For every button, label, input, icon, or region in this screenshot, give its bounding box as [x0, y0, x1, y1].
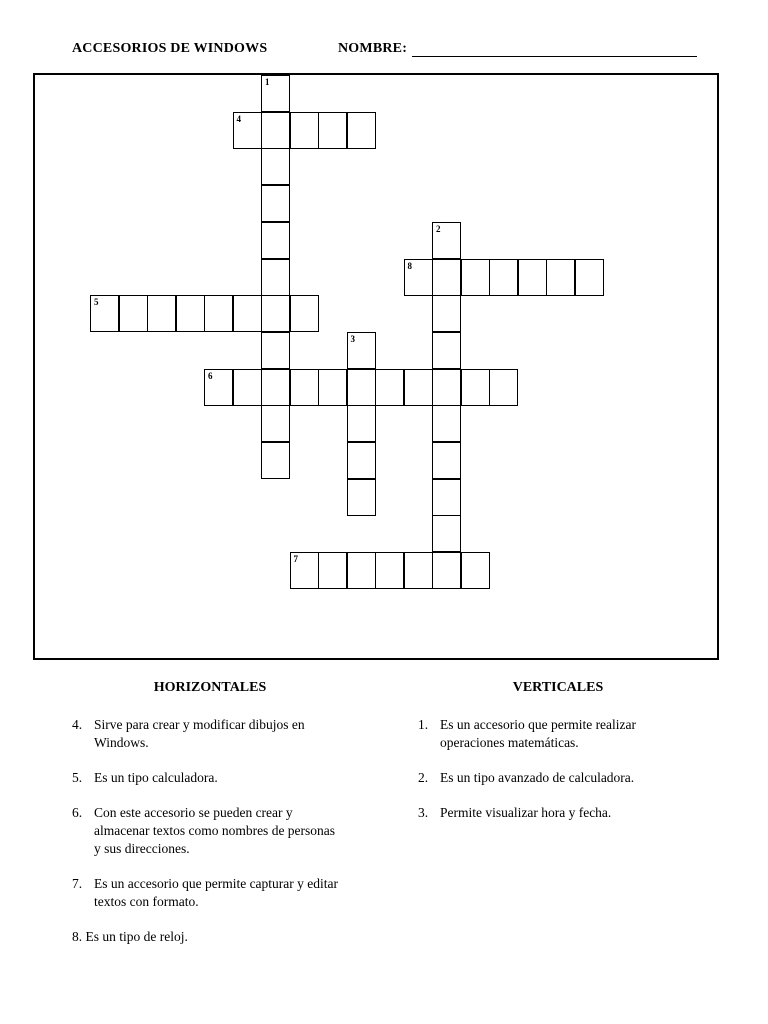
crossword-cell[interactable]	[261, 112, 290, 149]
clue-number-label: 6	[208, 370, 213, 381]
clue-number-label: 7	[293, 554, 298, 565]
crossword-cell[interactable]	[575, 259, 604, 296]
worksheet-title: ACCESORIOS DE WINDOWS	[72, 41, 268, 56]
clue-text: 8. Es un tipo de reloj.	[72, 929, 188, 944]
clue-h-7	[72, 875, 342, 911]
horizontales-heading: HORIZONTALES	[153, 680, 267, 695]
crossword-cell[interactable]	[261, 369, 290, 406]
crossword-cell[interactable]	[546, 259, 575, 296]
crossword-frame	[33, 73, 719, 660]
vertical-clues-list	[418, 716, 688, 839]
crossword-cell[interactable]	[261, 222, 290, 259]
crossword-cell[interactable]	[261, 295, 290, 332]
clue-number-label: 3	[350, 333, 355, 344]
crossword-cell[interactable]	[432, 479, 461, 516]
crossword-cell[interactable]	[461, 259, 490, 296]
clue-text: Es un tipo avanzado de calculadora.	[440, 770, 635, 785]
crossword-cell[interactable]	[375, 369, 404, 406]
crossword-cell[interactable]	[90, 295, 119, 332]
crossword-cell[interactable]	[176, 295, 205, 332]
clue-number: 7.	[72, 876, 83, 891]
clue-h-8	[72, 928, 342, 946]
crossword-cell[interactable]	[489, 259, 518, 296]
clue-number: 5.	[72, 770, 83, 785]
clue-number-label: 8	[407, 260, 412, 271]
crossword-cell[interactable]	[347, 369, 376, 406]
crossword-cell[interactable]	[347, 332, 376, 369]
crossword-cell[interactable]	[119, 295, 148, 332]
clue-h-6	[72, 804, 342, 858]
crossword-cell[interactable]	[518, 259, 547, 296]
crossword-cell[interactable]	[261, 332, 290, 369]
crossword-cell[interactable]	[432, 369, 461, 406]
clue-number: 4.	[72, 717, 83, 732]
crossword-cell[interactable]	[233, 295, 262, 332]
crossword-cell[interactable]	[290, 369, 319, 406]
clue-number-label: 2	[436, 223, 441, 234]
crossword-cell[interactable]	[347, 552, 376, 589]
crossword-cell[interactable]	[432, 515, 461, 552]
crossword-cell[interactable]	[432, 332, 461, 369]
name-blank-line[interactable]	[412, 56, 697, 57]
clue-number-label: 5	[94, 297, 99, 308]
crossword-cell[interactable]	[432, 552, 461, 589]
crossword-cell[interactable]	[290, 112, 319, 149]
crossword-cell[interactable]	[318, 112, 347, 149]
clue-text: Es un accesorio que permite realizar operaciones matemáticas.	[440, 717, 637, 750]
crossword-cell[interactable]	[432, 222, 461, 259]
crossword-cell[interactable]	[290, 295, 319, 332]
crossword-cell[interactable]	[290, 552, 319, 589]
clue-text: Es un tipo calculadora.	[94, 770, 218, 785]
name-label: NOMBRE:	[338, 41, 408, 56]
crossword-cell[interactable]	[347, 405, 376, 442]
crossword-cell[interactable]	[404, 369, 433, 406]
crossword-cell[interactable]	[347, 479, 376, 516]
crossword-cell[interactable]	[204, 295, 233, 332]
crossword-cell[interactable]	[261, 148, 290, 185]
clue-number: 3.	[418, 805, 429, 820]
crossword-cell[interactable]	[261, 442, 290, 479]
clue-text: Permite visualizar hora y fecha.	[440, 805, 612, 820]
horizontal-clues-list	[72, 716, 342, 963]
clue-text: Sirve para crear y modificar dibujos en Windows.	[94, 717, 305, 750]
clue-number: 6.	[72, 805, 83, 820]
crossword-cell[interactable]	[318, 369, 347, 406]
clue-h-4	[72, 716, 342, 752]
clue-number-label: 1	[265, 77, 270, 87]
crossword-cell[interactable]	[432, 442, 461, 479]
crossword-cell[interactable]	[489, 369, 518, 406]
crossword-cell[interactable]	[432, 259, 461, 296]
crossword-cell[interactable]	[404, 259, 433, 296]
crossword-cell[interactable]	[432, 405, 461, 442]
crossword-cell[interactable]	[432, 295, 461, 332]
clue-number-label: 4	[236, 113, 241, 124]
clue-v-2	[418, 769, 688, 787]
clue-v-3	[418, 804, 688, 822]
crossword-cell[interactable]	[233, 369, 262, 406]
crossword-cell[interactable]	[461, 552, 490, 589]
crossword-cell[interactable]	[261, 259, 290, 296]
clue-text: Es un accesorio que permite capturar y editar textos con formato.	[94, 876, 339, 909]
clue-number: 1.	[418, 717, 429, 732]
crossword-cell[interactable]	[147, 295, 176, 332]
clue-number: 2.	[418, 770, 429, 785]
crossword-cell[interactable]	[347, 442, 376, 479]
crossword-cell[interactable]	[261, 405, 290, 442]
crossword-cell[interactable]	[261, 75, 290, 112]
crossword-cell[interactable]	[261, 185, 290, 222]
crossword-cell[interactable]	[347, 112, 376, 149]
crossword-cell[interactable]	[204, 369, 233, 406]
clue-h-5	[72, 769, 342, 787]
crossword-cell[interactable]	[375, 552, 404, 589]
clue-text: Con este accesorio se pueden crear y almacenar textos como nombres de personas y sus direcciones.	[94, 805, 336, 856]
crossword-cell[interactable]	[404, 552, 433, 589]
crossword-cell[interactable]	[461, 369, 490, 406]
clue-v-1	[418, 716, 688, 752]
crossword-cell[interactable]	[233, 112, 262, 149]
verticales-heading: VERTICALES	[512, 680, 604, 695]
crossword-cell[interactable]	[318, 552, 347, 589]
